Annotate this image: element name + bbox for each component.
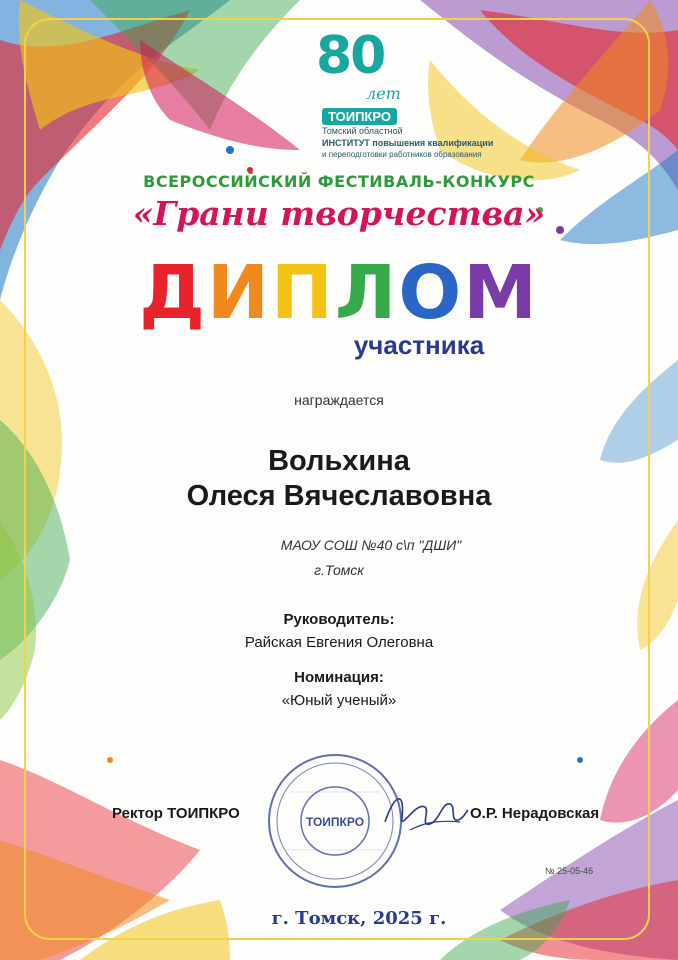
recipient-last-name: Вольхина <box>268 445 410 477</box>
rector-label: Ректор ТОИПКРО <box>112 805 240 822</box>
handwritten-signature <box>380 782 470 842</box>
nomination-label: Номинация: <box>294 669 384 686</box>
diploma-letter: Л <box>334 250 399 336</box>
awarded-text: награждается <box>294 392 384 408</box>
logo-number: 80 <box>316 26 385 86</box>
diploma-letter: И <box>207 250 271 336</box>
diploma-letter: О <box>398 250 464 336</box>
place-and-year: г. Томск, 2025 г. <box>271 908 447 929</box>
logo-abbr: ТОИПКРО <box>322 108 397 125</box>
signer-name: О.Р. Нерадовская <box>470 805 600 822</box>
registration-number: № 25-05-46 <box>545 866 594 876</box>
festival-title: ВСЕРОССИЙСКИЙ ФЕСТИВАЛЬ-КОНКУРС <box>143 172 535 191</box>
toipkro-80-logo <box>310 26 494 166</box>
supervisor-label: Руководитель: <box>283 611 395 628</box>
logo-line-1: Томский областной <box>322 126 403 136</box>
stamp-center-text: ТОИПКРО <box>305 815 365 829</box>
institution: МАОУ СОШ №40 с\п "ДШИ" <box>280 537 462 553</box>
city: г.Томск <box>314 562 364 578</box>
recipient-first-names: Олеся Вячеславовна <box>186 480 492 512</box>
diploma-subtitle: участника <box>353 330 485 360</box>
nomination-value: «Юный ученый» <box>281 692 397 709</box>
contest-name: «Грани творчества» <box>132 194 546 233</box>
diploma-heading <box>0 250 678 336</box>
supervisor-name: Райская Евгения Олеговна <box>244 634 434 651</box>
diploma-letter: П <box>270 250 335 336</box>
logo-line-3: и переподготовки работников образования <box>322 150 482 159</box>
diploma-letter: Д <box>139 250 207 336</box>
logo-line-2: ИНСТИТУТ повышения квалификации <box>322 138 494 148</box>
logo-years: лет <box>366 84 401 103</box>
diploma-letter: М <box>463 250 539 336</box>
